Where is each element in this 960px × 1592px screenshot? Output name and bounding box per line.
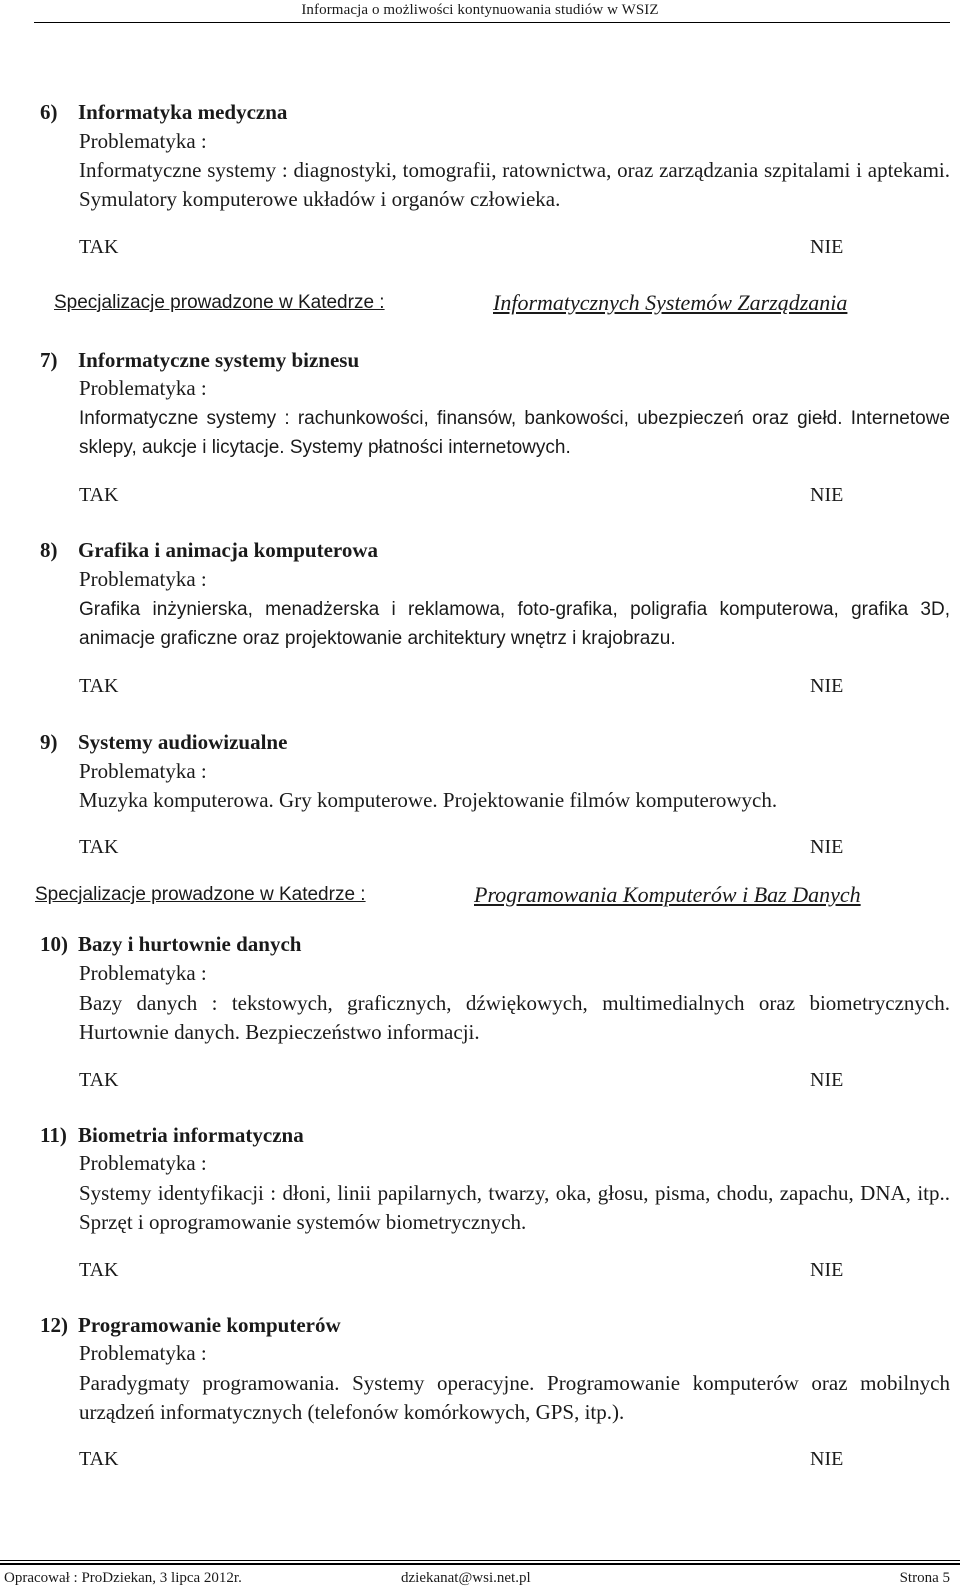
footer-author: Opracował : ProDziekan, 3 lipca 2012r. [4, 1570, 242, 1586]
section-title-text: Systemy audiowizualne [78, 730, 288, 754]
specialization-label: Specjalizacje prowadzone w Katedrze : [54, 292, 385, 313]
section-title-text: Grafika i animacja komputerowa [78, 538, 379, 562]
section-title [40, 1313, 341, 1338]
section-description: Paradygmaty programowania. Systemy operacyjne. Programowanie komputerów oraz mobilnych urządzeń informatycznych (telefonów komórkowych, GPS, itp.). [79, 1371, 950, 1424]
section-description: Muzyka komputerowa. Gry komputerowe. Projektowanie filmów komputerowych. [79, 788, 778, 812]
section-number: 12) [40, 1313, 68, 1337]
section-description: Informatyczne systemy : diagnostyki, tomografii, ratownictwa, oraz zarządzania szpitalami i aptekami. Symulatory komputerowe układów i organów człowieka. [79, 158, 950, 211]
section-number: 6) [40, 100, 58, 124]
footer-divider [0, 1560, 960, 1561]
section-title-text: Biometria informatyczna [78, 1123, 304, 1147]
section-title [40, 932, 301, 957]
section-description: Grafika inżynierska, menadżerska i reklamowa, foto-grafika, poligrafia komputerowa, grafika 3D, animacje graficzne oraz projektowanie architektury wnętrz i krajobrazu. [79, 599, 950, 649]
problem-label: Problematyka : [79, 1151, 207, 1175]
tak-option[interactable]: TAK [79, 1448, 119, 1470]
section-title-text: Informatyka medyczna [78, 100, 288, 124]
footer-divider-thick [0, 1563, 960, 1565]
section-description: Informatyczne systemy : rachunkowości, finansów, bankowości, ubezpieczeń oraz giełd. Internetowe sklepy, aukcje i licytacje. Systemy płatności internetowych. [79, 408, 950, 458]
nie-option[interactable]: NIE [810, 1448, 844, 1470]
header-divider [34, 22, 950, 23]
section-title-text: Programowanie komputerów [78, 1313, 341, 1337]
nie-option[interactable]: NIE [810, 1069, 844, 1091]
section-title [40, 348, 359, 373]
page-header-title: Informacja o możliwości kontynuowania studiów w WSIZ [301, 2, 659, 18]
nie-option[interactable]: NIE [810, 675, 844, 697]
tak-option[interactable]: TAK [79, 236, 119, 258]
section-title [40, 538, 378, 563]
problem-label: Problematyka : [79, 759, 207, 783]
nie-option[interactable]: NIE [810, 836, 844, 858]
section-description: Bazy danych : tekstowych, graficznych, dźwiękowych, multimedialnych oraz biometrycznych. Hurtownie danych. Bezpieczeństwo informacji. [79, 991, 950, 1044]
section-number: 10) [40, 932, 68, 956]
section-title [40, 1123, 304, 1148]
nie-option[interactable]: NIE [810, 1259, 844, 1281]
section-title [40, 730, 287, 755]
tak-option[interactable]: TAK [79, 1259, 119, 1281]
nie-option[interactable]: NIE [810, 236, 844, 258]
section-number: 7) [40, 348, 58, 372]
section-number: 8) [40, 538, 58, 562]
section-title [40, 100, 287, 125]
section-title-text: Bazy i hurtownie danych [78, 932, 302, 956]
nie-option[interactable]: NIE [810, 484, 844, 506]
tak-option[interactable]: TAK [79, 1069, 119, 1091]
footer-email[interactable]: dziekanat@wsi.net.pl [401, 1570, 531, 1586]
problem-label: Problematyka : [79, 129, 207, 153]
problem-label: Problematyka : [79, 1341, 207, 1365]
tak-option[interactable]: TAK [79, 484, 119, 506]
specialization-value: Informatycznych Systemów Zarządzania [493, 290, 848, 315]
specialization-value: Programowania Komputerów i Baz Danych [474, 882, 861, 907]
section-number: 9) [40, 730, 58, 754]
section-title-text: Informatyczne systemy biznesu [78, 348, 360, 372]
problem-label: Problematyka : [79, 376, 207, 400]
section-description: Systemy identyfikacji : dłoni, linii papilarnych, twarzy, oka, głosu, pisma, chodu, zapachu, DNA, itp.. Sprzęt i oprogramowanie systemów biometrycznych. [79, 1181, 950, 1234]
section-number: 11) [40, 1123, 67, 1147]
tak-option[interactable]: TAK [79, 836, 119, 858]
specialization-label: Specjalizacje prowadzone w Katedrze : [35, 884, 366, 905]
footer-page-number: Strona 5 [899, 1570, 950, 1586]
problem-label: Problematyka : [79, 567, 207, 591]
problem-label: Problematyka : [79, 961, 207, 985]
tak-option[interactable]: TAK [79, 675, 119, 697]
